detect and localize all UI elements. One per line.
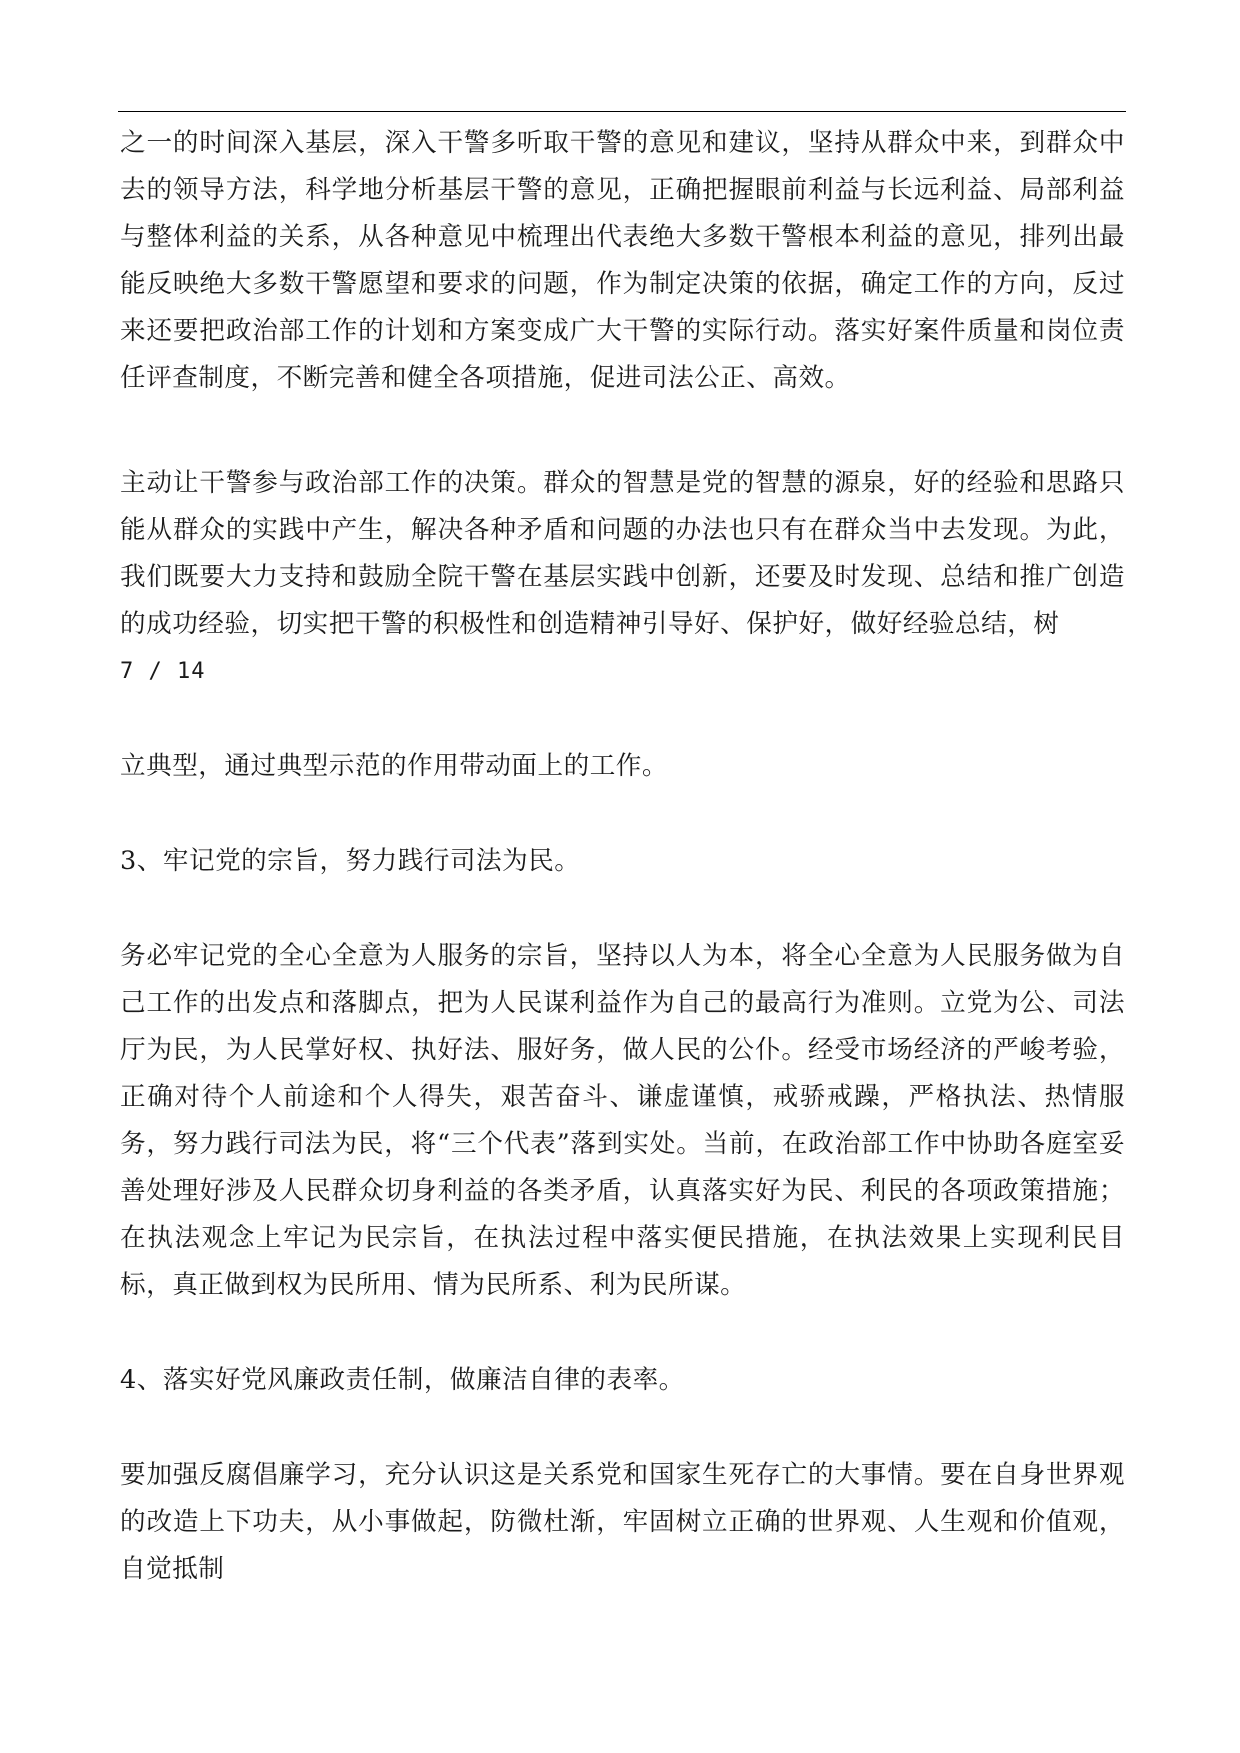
section-heading-4: 4、落实好党风廉政责任制，做廉洁自律的表率。 [120,1365,685,1395]
section-heading-3: 3、牢记党的宗旨，努力践行司法为民。 [120,846,581,876]
header-rule [118,111,1126,112]
paragraph-decision-method: 之一的时间深入基层，深入干警多听取干警的意见和建议，坚持从群众中来，到群众中去的领导方法，科学地分析基层干警的意见，正确把握眼前利益与长远利益、局部利益与整体利益的关系，从各种意见中梳理出代表绝大多数干警根本利益的意见，排列出最能反映绝大多数干警愿望和要求的问题，作为制定决策的依据，确定工作的方向，反过来还要把政治部工作的计划和方案变成广大干警的实际行动。落实好案件质量和岗位责任评查制度，不断完善和健全各项措施，促进司法公正、高效。 [120,128,1125,393]
page-number: 7 / 14 [120,659,206,684]
paragraph-cadre-participation: 主动让干警参与政治部工作的决策。群众的智慧是党的智慧的源泉，好的经验和思路只能从群众的实践中产生，解决各种矛盾和问题的办法也只有在群众当中去发现。为此，我们既要大力支持和鼓励全院干警在基层实践中创新，还要及时发现、总结和推广创造的成功经验，切实把干警的积极性和创造精神引导好、保护好，做好经验总结，树 [120,468,1125,639]
paragraph-anti-corruption: 要加强反腐倡廉学习，充分认识这是关系党和国家生死存亡的大事情。要在自身世界观的改造上下功夫，从小事做起，防微杜渐，牢固树立正确的世界观、人生观和价值观，自觉抵制 [120,1460,1125,1584]
paragraph-serve-people: 务必牢记党的全心全意为人服务的宗旨，坚持以人为本，将全心全意为人民服务做为自己工作的出发点和落脚点，把为人民谋利益作为自己的最高行为准则。立党为公、司法厅为民，为人民掌好权、执好法、服好务，做人民的公仆。经受市场经济的严峻考验，正确对待个人前途和个人得失，艰苦奋斗、谦虚谨慎，戒骄戒躁，严格执法、热情服务，努力践行司法为民，将“三个代表”落到实处。当前，在政治部工作中协助各庭室妥善处理好涉及人民群众切身利益的各类矛盾，认真落实好为民、利民的各项政策措施；在执法观念上牢记为民宗旨，在执法过程中落实便民措施，在执法效果上实现利民目标，真正做到权为民所用、情为民所系、利为民所谋。 [120,941,1125,1300]
document-page [120,120,1125,1593]
paragraph-typical-example: 立典型，通过典型示范的作用带动面上的工作。 [120,751,668,781]
